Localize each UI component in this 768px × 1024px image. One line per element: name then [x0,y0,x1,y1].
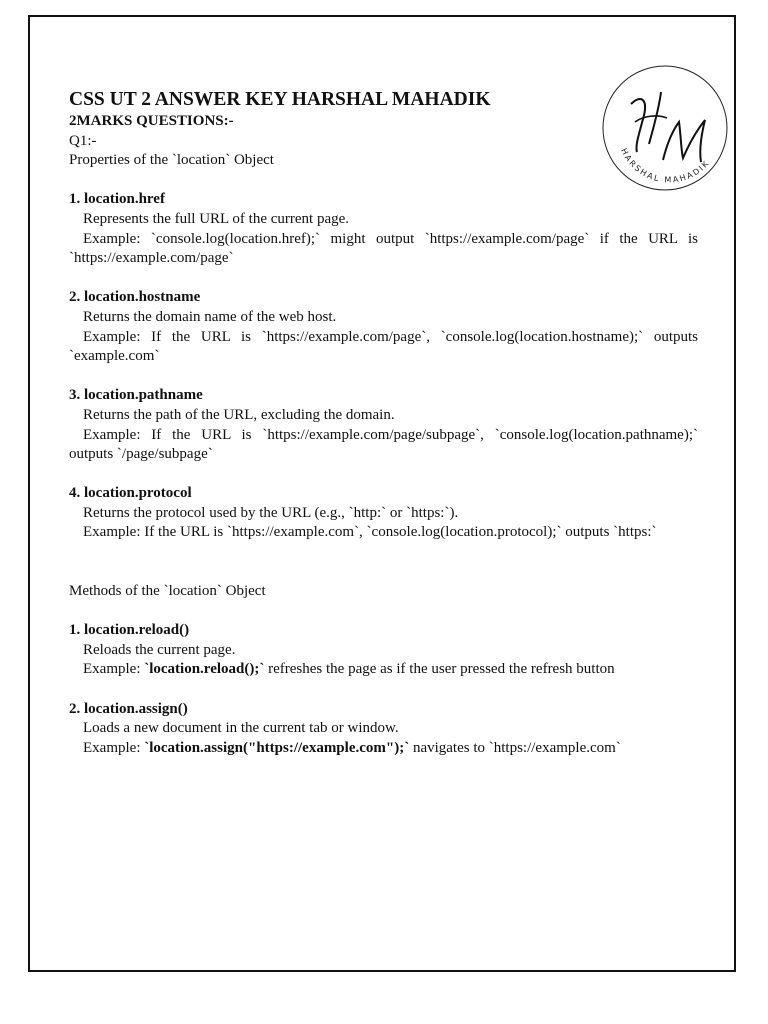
method-example [69,660,698,680]
property-example: Example: If the URL is `https://example.com`, `console.log(location.protocol);` outputs `https:` [83,524,657,541]
methods-intro: Methods of the `location` Object [69,583,266,600]
section-subtitle: 2MARKS QUESTIONS:- [69,113,234,129]
property-heading: 1. location.href [69,191,165,208]
example-suffix: navigates to `https://example.com` [409,739,621,756]
property-description: Returns the path of the URL, excluding the domain. [83,406,395,423]
example-suffix: refreshes the page as if the user pressed the refresh button [264,661,615,678]
document-body [69,88,698,758]
method-example [69,739,698,759]
property-example: Example: `console.log(location.href);` might output `https://example.com/page` if the URL is `https://example.com/page` [69,230,698,267]
document-title: CSS UT 2 ANSWER KEY HARSHAL MAHADIK [69,89,491,110]
method-heading: 2. location.assign() [69,700,188,717]
method-heading: 1. location.reload() [69,622,190,639]
method-description: Loads a new document in the current tab or window. [83,720,399,737]
property-example: Example: If the URL is `https://example.com/page/subpage`, `console.log(location.pathname);` outputs `/page/subpage` [69,426,698,463]
method-description: Reloads the current page. [83,641,236,658]
example-prefix: Example: [83,739,145,756]
property-example: Example: If the URL is `https://example.com/page`, `console.log(location.hostname);` outputs `example.com` [69,328,698,365]
properties-intro: Properties of the `location` Object [69,152,274,169]
property-heading: 3. location.pathname [69,387,203,404]
property-description: Returns the protocol used by the URL (e.g., `http:` or `https:`). [83,504,459,521]
question-label: Q1:- [69,132,97,149]
logo-ring-text: HARSHAL MAHADIK [619,146,712,185]
example-code: `location.assign("https://example.com");` [144,739,410,756]
example-code: `location.reload();` [144,661,265,678]
property-heading: 2. location.hostname [69,289,201,306]
property-description: Returns the domain name of the web host. [83,308,337,325]
property-description: Represents the full URL of the current page. [83,210,350,227]
example-prefix: Example: [83,661,145,678]
property-heading: 4. location.protocol [69,485,192,502]
